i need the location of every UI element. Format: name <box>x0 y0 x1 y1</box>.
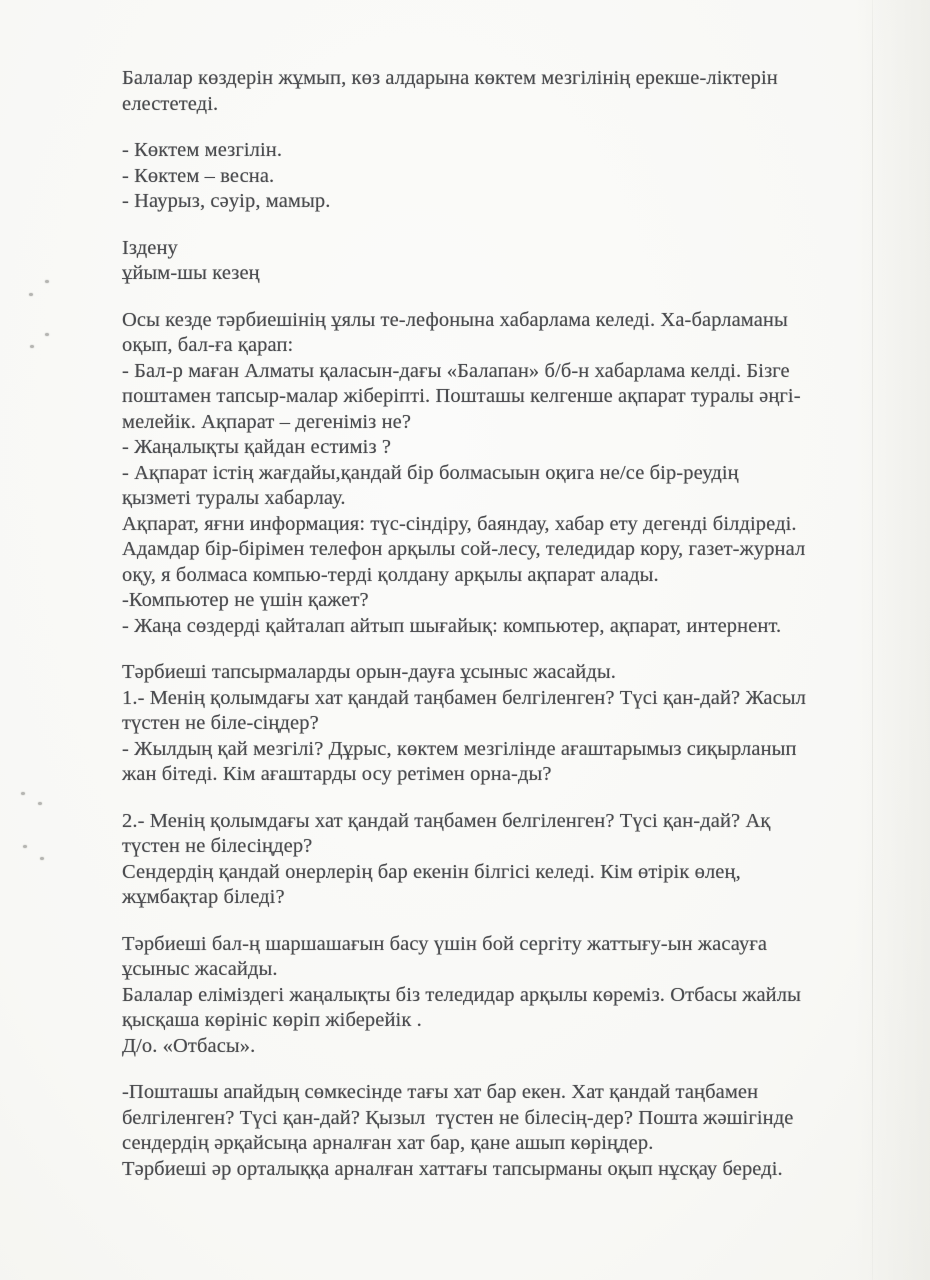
text-line: Балалар еліміздегі жаңалықты біз теледидар арқылы көреміз. Отбасы жайлы <box>122 983 801 1006</box>
scan-speck <box>45 333 49 336</box>
text-line: оқып, бал-ға қарап: <box>122 334 294 356</box>
paragraph <box>122 1080 867 1182</box>
scan-fold-line <box>872 0 873 1280</box>
text-line: - Ақпарат істің жағдайы,қандай бір болмасыын оқига не/се бір-реудің <box>122 461 739 484</box>
text-line: түстен не біле-сіңдер? <box>122 712 319 734</box>
text-line: - Көктем мезгілін. <box>122 139 283 161</box>
text-line: - Жылдың қай мезгілі? Дұрыс, көктем мезгілінде ағаштарымыз сиқырланып <box>122 737 797 760</box>
paragraph <box>122 809 867 911</box>
text-line: поштамен тапсыр-малар жіберіпті. Пошташы келгенше ақпарат туралы әңгі- <box>122 385 801 407</box>
scan-speck <box>45 280 49 283</box>
text-line: Осы кезде тәрбиешінің ұялы те-лефонына хабарлама келеді. Ха-барламаны <box>122 308 788 331</box>
paragraph <box>122 308 867 640</box>
text-line: қысқаша көрініс көріп жіберейік . <box>122 1009 422 1031</box>
text-line: Тәрбиеші әр орталыққа арналған хаттағы тапсырманы оқып нұсқау береді. <box>122 1157 783 1180</box>
scan-speck <box>29 293 33 296</box>
text-line: ұйым-шы кезең <box>122 262 260 284</box>
scan-speck <box>30 345 34 348</box>
text-line: Тәрбиеші бал-ң шаршашағын басу үшін бой сергіту жаттығу-ын жасауға <box>122 932 768 955</box>
text-line: 2.- Менің қолымдағы хат қандай таңбамен белгіленген? Түсі қан-дай? Ақ <box>122 809 771 832</box>
paragraph <box>122 932 867 1060</box>
text-line: - Наурыз, сәуір, мамыр. <box>122 190 331 212</box>
text-line: елестетеді. <box>122 92 219 115</box>
text-line: - Жаңа сөздерді қайталап айтып шығайық: компьютер, ақпарат, интернент. <box>122 614 782 637</box>
text-line: қызметі туралы хабарлау. <box>122 487 346 509</box>
text-line: Тәрбиеші тапсырмаларды орын-дауға ұсыныс жасайды. <box>122 661 616 683</box>
text-line: жұмбақтар біледі? <box>122 886 285 908</box>
scan-speck <box>40 857 44 860</box>
document-body <box>122 66 867 1203</box>
paragraph <box>122 138 867 215</box>
text-line: - Бал-р маған Алматы қаласын-дағы «Балапан» б/б-н хабарлама келді. Бізге <box>122 359 790 382</box>
text-line: Ақпарат, яғни информация: түс-сіндіру, баяндау, хабар ету дегенді білдіреді. <box>122 512 797 535</box>
paragraph <box>122 66 867 117</box>
text-line: Сендердің қандай онерлерің бар екенін білгісі келеді. Кім өтірік өлең, <box>122 860 741 883</box>
scan-speck <box>38 802 42 805</box>
text-line: Д/о. «Отбасы». <box>122 1034 256 1057</box>
text-line: Адамдар бір-бірімен телефон арқылы сой-лесу, теледидар кору, газет-журнал <box>122 538 806 560</box>
paragraph <box>122 660 867 788</box>
text-line: сендердің әрқайсыңа арналған хат бар, қане ашып көріңдер. <box>122 1132 654 1154</box>
text-line: Іздену <box>122 236 178 259</box>
text-line: Балалар көздерін жұмып, көз алдарына көктем мезгілінің ерекше-ліктерін <box>122 67 778 89</box>
text-line: ұсыныс жасайды. <box>122 958 278 980</box>
text-line: белгіленген? Түсі қан-дай? Қызыл түстен не білесің-дер? Пошта жәшігінде <box>122 1106 794 1129</box>
text-line: - Көктем – весна. <box>122 164 275 187</box>
text-line: - Жаңалықты қайдан естиміз ? <box>122 436 392 458</box>
paragraph <box>122 236 867 287</box>
text-line: мелейік. Ақпарат – дегеніміз не? <box>122 410 412 433</box>
scan-speck <box>21 792 25 795</box>
text-line: түстен не білесіңдер? <box>122 835 313 857</box>
text-line: -Пошташы апайдың сөмкесінде тағы хат бар екен. Хат қандай таңбамен <box>122 1081 759 1103</box>
text-line: 1.- Менің қолымдағы хат қандай таңбамен белгіленген? Түсі қан-дай? Жасыл <box>122 686 807 709</box>
text-line: оқу, я болмаса компью-терді қолдану арқылы ақпарат алады. <box>122 563 659 586</box>
scan-speck <box>23 845 27 848</box>
text-line: -Компьютер не үшін қажет? <box>122 589 369 611</box>
text-line: жан бітеді. Кім ағаштарды осу ретімен орна-ды? <box>122 763 552 785</box>
